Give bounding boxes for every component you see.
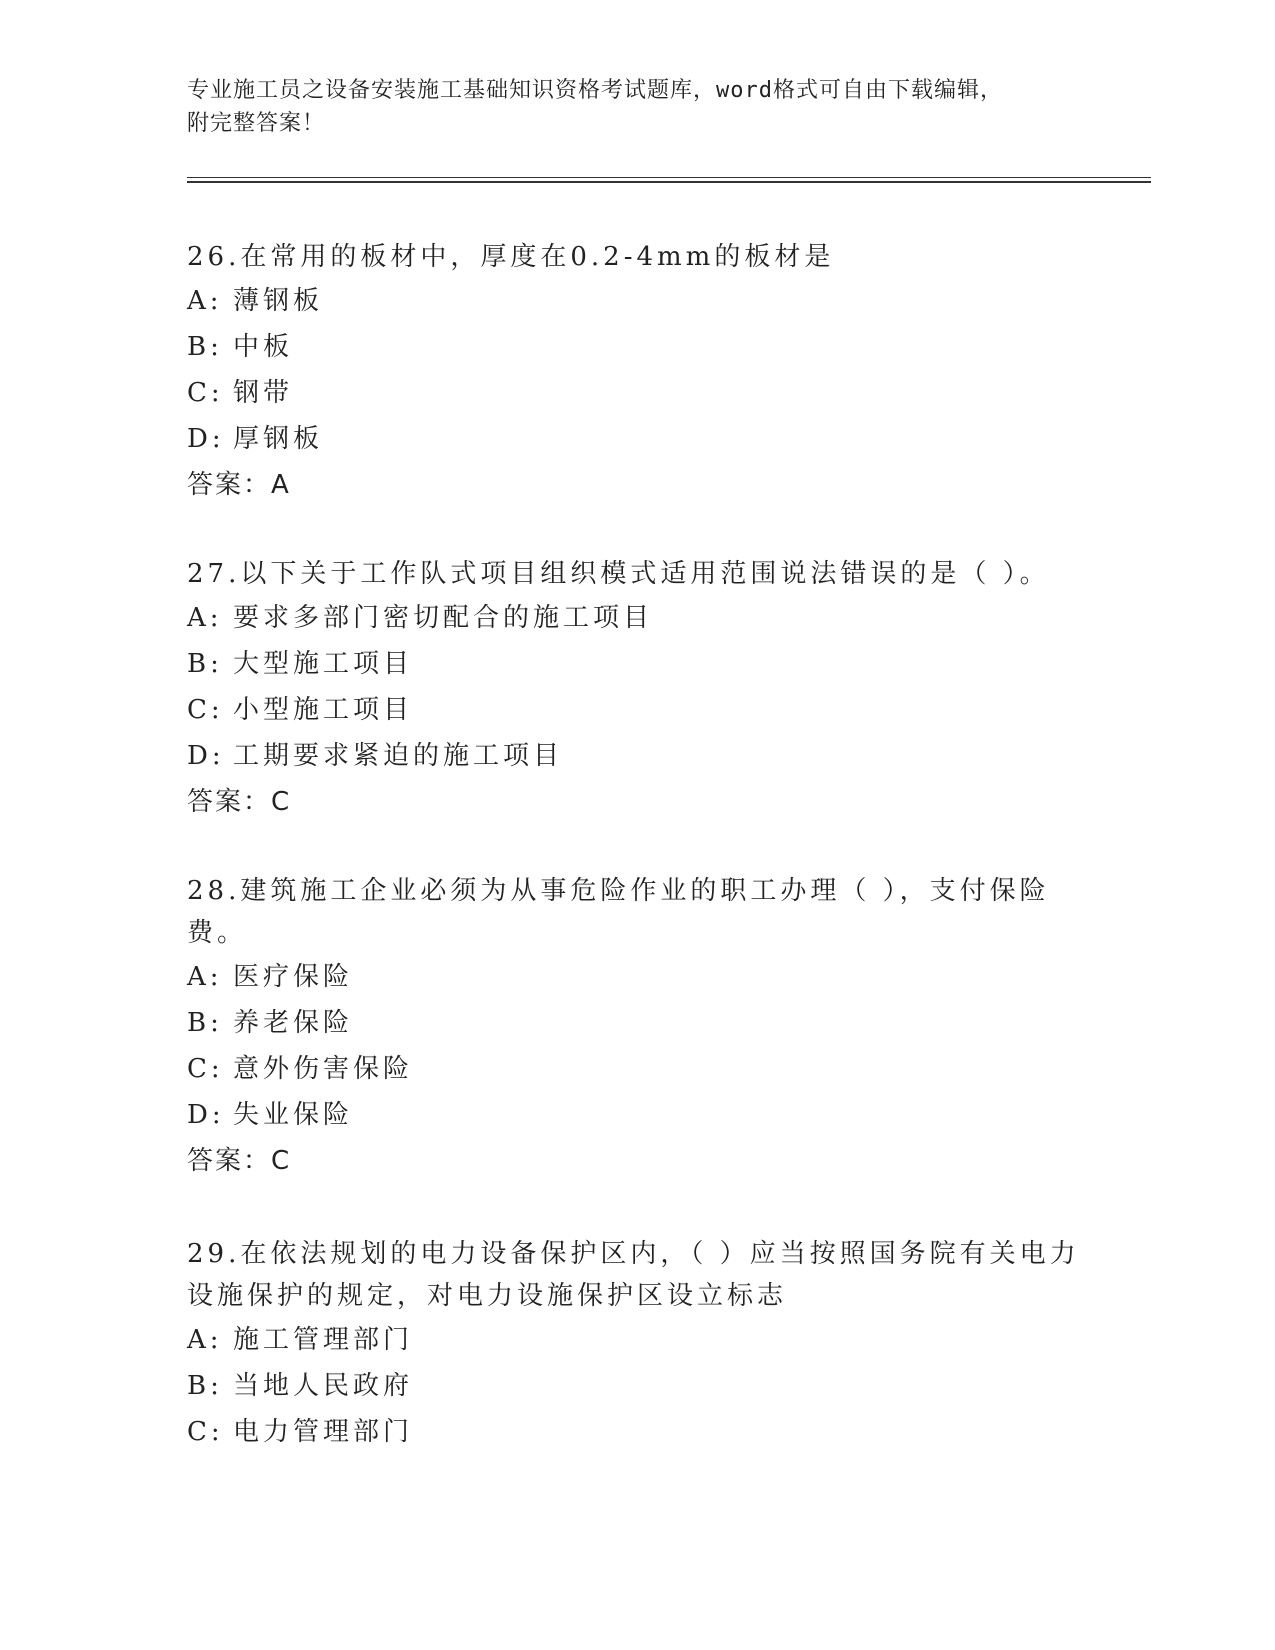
option-c (187, 370, 1087, 416)
option-letter: C: (187, 1417, 224, 1447)
option-letter: A: (187, 603, 223, 633)
answer-line: 答案：C (187, 1146, 292, 1176)
option-text: 中板 (233, 332, 294, 362)
option-letter: B: (187, 332, 223, 362)
option-d (187, 416, 1087, 462)
question-text: 27.以下关于工作队式项目组织模式适用范围说法错误的是（ ）。 (187, 559, 1050, 589)
option-letter: B: (187, 649, 223, 679)
header-line-2: 附完整答案！ (187, 111, 326, 136)
header-line-1: 专业施工员之设备安装施工基础知识资格考试题库，word格式可自由下载编辑， (187, 78, 1003, 103)
option-b (187, 1000, 1087, 1046)
option-text: 小型施工项目 (233, 695, 414, 725)
option-letter: C: (187, 695, 224, 725)
option-text: 钢带 (233, 378, 294, 408)
option-text: 意外伤害保险 (233, 1054, 414, 1084)
option-letter: D: (187, 741, 225, 771)
option-text: 要求多部门密切配合的施工项目 (233, 603, 654, 633)
question-text: 29.在依法规划的电力设备保护区内，（ ）应当按照国务院有关电力设施保护的规定，对电力设施保护区设立标志 (187, 1239, 1080, 1311)
option-letter: B: (187, 1008, 223, 1038)
answer-line: 答案：C (187, 787, 292, 817)
option-letter: A: (187, 286, 223, 316)
option-a (187, 595, 1087, 641)
option-letter: B: (187, 1371, 223, 1401)
option-letter: A: (187, 1325, 223, 1355)
option-b (187, 324, 1087, 370)
question-text: 26.在常用的板材中，厚度在0.2-4mm的板材是 (187, 242, 835, 272)
question-text: 28.建筑施工企业必须为从事危险作业的职工办理（ ），支付保险费。 (187, 876, 1050, 948)
option-a (187, 278, 1087, 324)
option-letter: D: (187, 1100, 225, 1130)
option-letter: D: (187, 424, 225, 454)
option-a (187, 954, 1087, 1000)
option-text: 工期要求紧迫的施工项目 (233, 741, 564, 771)
option-a (187, 1317, 1087, 1363)
option-text: 厚钢板 (233, 424, 324, 454)
document-header (187, 74, 1067, 140)
option-b (187, 1363, 1087, 1409)
option-text: 施工管理部门 (233, 1325, 414, 1355)
option-text: 大型施工项目 (233, 649, 414, 679)
option-letter: A: (187, 962, 223, 992)
question-29 (187, 1233, 1087, 1455)
option-d (187, 1092, 1087, 1138)
question-27 (187, 553, 1087, 825)
question-26 (187, 236, 1087, 508)
header-divider-top (187, 177, 1151, 178)
option-b (187, 641, 1087, 687)
option-text: 电力管理部门 (233, 1417, 414, 1447)
answer-line: 答案：A (187, 470, 291, 500)
option-c (187, 1046, 1087, 1092)
option-text: 失业保险 (233, 1100, 354, 1130)
option-c (187, 1409, 1087, 1455)
option-c (187, 687, 1087, 733)
option-text: 当地人民政府 (233, 1371, 414, 1401)
option-text: 医疗保险 (233, 962, 354, 992)
option-letter: C: (187, 1054, 224, 1084)
question-28 (187, 870, 1087, 1184)
option-text: 薄钢板 (233, 286, 324, 316)
option-text: 养老保险 (233, 1008, 354, 1038)
header-divider-bottom (187, 181, 1151, 183)
option-letter: C: (187, 378, 224, 408)
option-d (187, 733, 1087, 779)
